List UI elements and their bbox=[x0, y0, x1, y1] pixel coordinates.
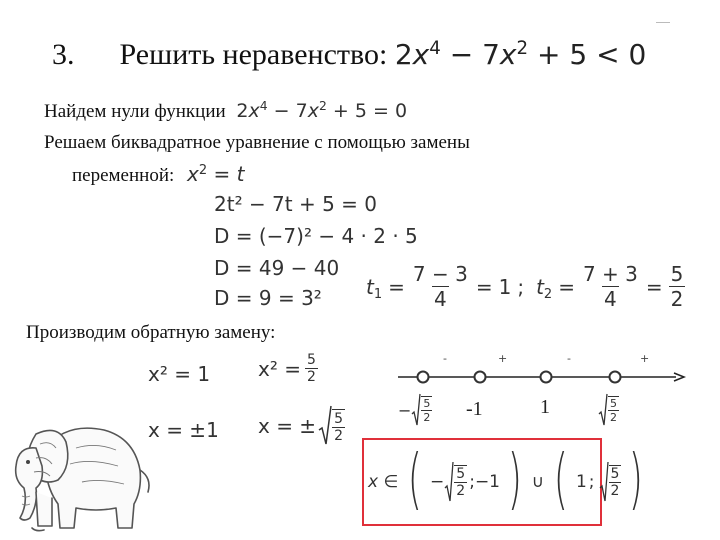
root-t1-fraction: $\frac{7 - 3}{4}$ bbox=[412, 262, 468, 311]
interval-sign: + bbox=[498, 352, 508, 365]
step1-equation: $2x^4 - 7x^2 + 5 = 0$ bbox=[236, 99, 408, 122]
union-symbol: ∪ bbox=[531, 472, 545, 492]
interval-sign: - bbox=[443, 352, 447, 365]
sqrt-radical-icon bbox=[599, 460, 609, 504]
back-sub-eq4: x = ± $\frac{5}{2}$ bbox=[258, 404, 345, 448]
back-sub-eq3: x² = $\frac{5}{2}$ bbox=[258, 352, 316, 385]
point-label-one: 1 bbox=[540, 396, 550, 418]
step1-line bbox=[44, 100, 407, 123]
root-t2-fraction: $\frac{7 + 3}{4}$ bbox=[582, 262, 638, 311]
quadratic-equation: 2t² − 7t + 5 = 0 bbox=[214, 192, 378, 216]
problem-title: Решить неравенство: bbox=[119, 38, 388, 71]
step2-label: переменной: bbox=[72, 165, 175, 186]
discriminant-line3: D = 9 = 3² bbox=[214, 286, 322, 310]
paren-close: ) bbox=[507, 440, 522, 517]
answer-expression: x ∈ ( − $\frac{5}{2}$ ; −1 ) ∪ ( 1 ; $\frac{5}{2}$ ) bbox=[368, 440, 644, 517]
root-t1: $t_1$ bbox=[366, 274, 383, 302]
problem-number: 3. bbox=[52, 38, 75, 71]
point-label-neg-sqrt: − $\frac{5}{2}$ bbox=[398, 392, 432, 428]
sqrt-radical-icon bbox=[411, 392, 421, 428]
open-point-one bbox=[539, 370, 553, 384]
open-point-pos-sqrt bbox=[608, 370, 622, 384]
sqrt-radical-icon bbox=[444, 460, 454, 504]
interval-sign: - bbox=[567, 352, 571, 365]
interval-sign: + bbox=[640, 352, 650, 365]
heading-inequality: $2x^4 - 7x^2 + 5 < 0$ bbox=[394, 38, 647, 71]
sqrt-radical-icon bbox=[318, 404, 332, 448]
roots-formula: $t_1$ = $\frac{7 - 3}{4}$ = 1 ; $t_2$ = $\frac{7 + 3}{4}$ = $\frac{5}{2}$ bbox=[366, 262, 684, 311]
open-point-neg-one bbox=[473, 370, 487, 384]
point-label-neg-one: -1 bbox=[466, 398, 483, 420]
paren-close: ) bbox=[629, 440, 644, 517]
step2-line1: Решаем биквадратное уравнение с помощью замены bbox=[44, 132, 470, 153]
root-t2-result: $\frac{5}{2}$ bbox=[670, 262, 684, 311]
corner-mark bbox=[656, 22, 670, 23]
discriminant-line1: D = (−7)² − 4 · 2 · 5 bbox=[214, 224, 418, 248]
substitution: $x^2 = t$ bbox=[187, 162, 245, 186]
sqrt-radical-icon bbox=[598, 392, 608, 428]
point-label-pos-sqrt: $\frac{5}{2}$ bbox=[598, 392, 619, 428]
step2-line2 bbox=[72, 162, 244, 187]
problem-heading bbox=[52, 38, 646, 72]
answer-prefix: x ∈ bbox=[368, 472, 399, 492]
discriminant-line2: D = 49 − 40 bbox=[214, 256, 340, 280]
open-point-neg-sqrt bbox=[416, 370, 430, 384]
paren-open: ( bbox=[408, 440, 423, 517]
back-sub-eq1: x² = 1 bbox=[148, 362, 211, 386]
paren-open: ( bbox=[553, 440, 569, 517]
step1-label: Найдем нули функции bbox=[44, 101, 226, 122]
root-t2: $t_2$ bbox=[536, 274, 553, 302]
back-substitution-label: Производим обратную замену: bbox=[26, 322, 276, 343]
back-sub-eq2: x = ±1 bbox=[148, 418, 219, 442]
elephant-illustration bbox=[6, 408, 156, 536]
